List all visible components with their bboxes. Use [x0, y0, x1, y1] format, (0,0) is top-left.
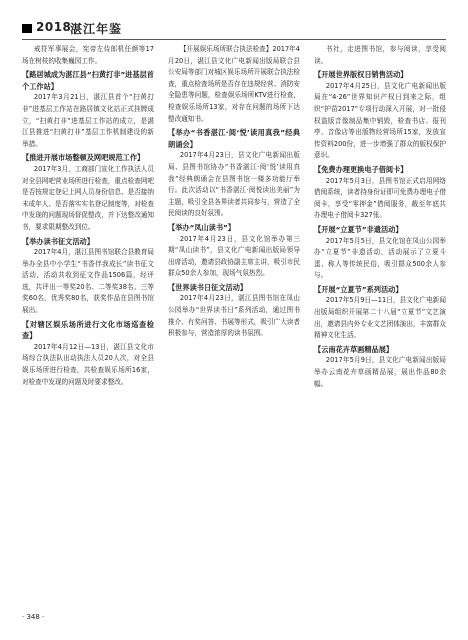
entry-paragraph: 2017年5月3日，县图书馆正式启用网络借阅系统，读者持身份证即可免费办理电子借阅卡，享受“零押金”借阅服务，截至年底共办理电子借阅卡327张。: [314, 176, 446, 220]
entry-paragraph: 2017年4月23日，县文化广电新闻出版局、县图书馆协办“书香湛江·阅‘悦’读用真我”经典朗诵会在县图书馆一楼多功能厅举行。此次活动以“书香湛江·阅悦读出美丽”为主题，吸引全县各界读者共同参与，营造了全民阅读的良好氛围。: [168, 151, 300, 218]
entry-heading: 【云南花卉草画精品展】: [314, 344, 394, 354]
entry-heading: 【举办读书征文活动】: [22, 236, 94, 246]
column-3: [314, 44, 446, 610]
entry-paragraph: 戒符军事展会，宪帝左侍郎机任颜等17场在树枝的收集巍园工作。: [22, 45, 154, 65]
entry-heading: 【路居城成为湛江县“扫黄打非”进基层首个工作站】: [22, 70, 154, 91]
entry-paragraph: 2017年4月23日，湛江县图书馆在凤山公园举办“世界读书日”系列活动，通过图书推介、有奖问答、书展等形式，吸引广大读者积极参与，营造浓厚的读书氛围。: [168, 294, 300, 338]
page-header: [22, 20, 446, 36]
entry-heading: 【对辖区娱乐场所进行文化市场巡查检查】: [22, 319, 154, 341]
header-rule: [22, 39, 446, 40]
entry-paragraph: 2017年5月9日，县文化广电新闻出版局举办云南花卉草画精品展，展出作品80余幅。: [314, 356, 446, 388]
entry-heading: 【开展“立夏节”系列活动】: [314, 284, 403, 294]
entry-paragraph: 【开展娱乐场所联合执法检查】2017年4月20日，湛江县文化广电新闻出版局联合县公安局等部门对城区娱乐场所开展联合执法检查，重点检查场所是否存在违规经营、消防安全隐患等问题，检查娱乐场所KTV进行检查，检查娱乐场所13家，对存在问题的场所下达整改通知书。: [168, 45, 300, 123]
header-year: 2018: [36, 20, 72, 34]
header-bar-mark: [22, 24, 32, 33]
article-columns: [22, 44, 446, 610]
entry-paragraph: 2017年4月，湛江县图书馆联合县教育局举办全县中小学生“书香伴我成长”读书征文活动，活动共收到征文作品1506篇，经评选，共评出一等奖20名、二等奖38名、三等奖60名，优秀奖80名，获奖作品在县图书馆展出。: [22, 248, 154, 315]
column-2: [168, 44, 300, 610]
entry-heading: 【举办“书香湛江·阅‘悦’读用真我”经典朗诵会】: [168, 128, 300, 149]
entry-heading: 【开展“立夏节”非遗活动】: [314, 224, 403, 234]
entry-paragraph: 2017年4月12日—13日，湛江县文化市场综合执法队出动执法人员20人次，对全县娱乐场所进行检查，共检查娱乐场所16家，对检查中发现的问题及时要求整改。: [22, 342, 154, 386]
page-number: · 348 ·: [22, 613, 45, 621]
entry-paragraph: 2017年3月21日，湛江县首个“扫黄打非”进基层工作站在路居镇文化站正式挂牌成立，“扫黄打非”进基层工作站的成立，是湛江县推进“扫黄打非”基层工作机制建设的新举措。: [22, 93, 154, 148]
column-1: [22, 44, 154, 610]
entry-paragraph: 2017年5月9日—11日，县文化广电新闻出版局组织开展第二十八届“立夏节”文艺演出，邀请县内外专业文艺团体演出，丰富群众精神文化生活。: [314, 296, 446, 340]
entry-heading: 【开展世界版权日销售活动】: [314, 70, 408, 80]
entry-heading: 【世界读书日征文活动】: [168, 282, 248, 292]
entry-paragraph: 2017年5月5日，县文化馆在凤山公园举办“立夏节”非遗活动，活动展示了立夏斗蛋、称人等传统民俗，吸引群众500余人参与。: [314, 236, 446, 280]
entry-heading: 【免费办理更换电子借阅卡】: [314, 164, 408, 174]
entry-paragraph: 2017年4月25日，县文化广电新闻出版局在“4·26”世界知识产权日到来之际，组织“护苗2017”专项行动深入开展，对一批侵权盗版音像制品集中销毁，检查书店、报刊亭、音像店等出版物经营场所15家，发放宣传资料200份，进一步增强了群众的版权保护意识。: [314, 81, 446, 160]
entry-paragraph: 2017年3月，工商部门宣化工作执法人员对全县网吧营业场所进行检查，重点检查网吧是否按规定登记上网人员身份信息、是否接纳未成年人、是否落实实名登记制度等，对检查中发现的问题现场督促整改，并下达整改通知书，要求限期整改到位。: [22, 164, 154, 231]
entry-heading: 【推进开展市场整顿及网吧规范工作】: [22, 153, 145, 163]
header-title: 湛江年鉴: [70, 22, 123, 36]
entry-paragraph: 2017年4月23日，县文化馆举办第三期“凤山读书”，县文化广电新闻出版局领导出席活动，邀请县政协副主席主讲，吸引市民群众50余人参加，现场气氛热烈。: [168, 234, 300, 278]
entry-paragraph: 书社，走进图书馆，参与阅读，享受阅读。: [314, 45, 446, 65]
entry-heading: 【举办“凤山读书”】: [168, 222, 235, 232]
